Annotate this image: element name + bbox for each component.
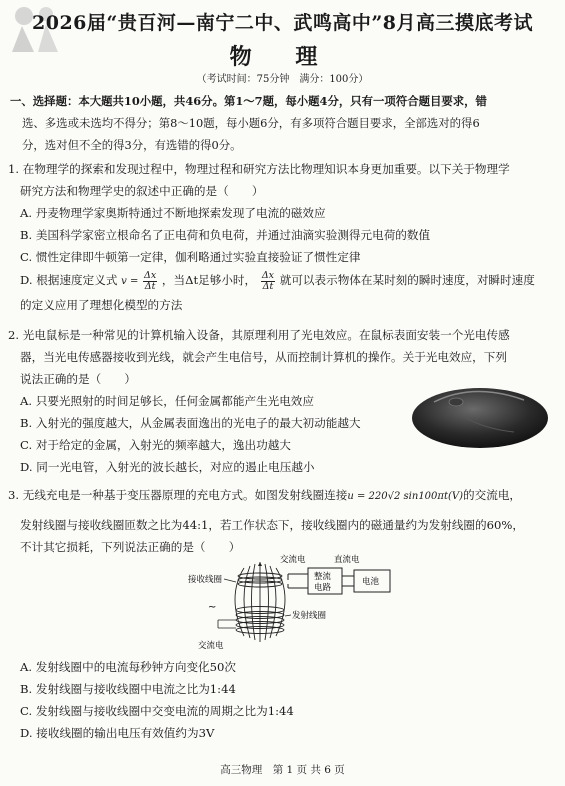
fraction-denominator-2: Δt <box>262 280 274 292</box>
q2-stem-line-2: 器，当光电传感器接收到光线，就会产生电信号，从而控制计算机的操作。关于光电效应，下列 <box>20 350 507 364</box>
voltage-formula: u = 220√2 sin100πt(V) <box>347 491 464 502</box>
q2-option-c: C. 对于给定的金属，入射光的频率越大，逸出功越大 <box>20 438 291 452</box>
question-3-options <box>8 656 556 744</box>
q3-stem-prefix: 3. 无线充电是一种基于变压器原理的充电方式。如图发射线圈连接 <box>8 488 348 502</box>
q3-stem-suffix: 的交流电， <box>463 488 522 502</box>
label-rectifier-1: 整流 <box>314 572 332 582</box>
q3-stem-line-1 <box>8 484 556 508</box>
label-battery: 电池 <box>362 577 380 587</box>
velocity-fraction <box>143 271 157 292</box>
fraction-numerator-2: Δx <box>261 269 275 281</box>
ac-symbol: ~ <box>208 602 217 613</box>
fraction-denominator: Δt <box>144 280 156 292</box>
section-line-1: 一、选择题：本大题共10小题，共46分。第1～7题，每小题4分，只有一项符合题目要求，错 <box>10 94 487 108</box>
fraction-numerator: Δx <box>144 269 157 281</box>
velocity-fraction-2 <box>261 271 275 292</box>
q3-option-d: D. 接收线圈的输出电压有效值约为3V <box>20 726 215 740</box>
q1-option-d-suffix: 就可以表示物体在某时刻的瞬时速度，对瞬时速度 <box>279 273 535 287</box>
question-3 <box>8 484 556 558</box>
q1-option-b: B. 美国科学家密立根命名了正电荷和负电荷，并通过油滴实验测得元电荷的数值 <box>20 228 431 242</box>
q3-option-c: C. 发射线圈与接收线圈中交变电流的周期之比为1:44 <box>20 704 294 718</box>
section-line-2: 选、多选或未选均不得分；第8～10题，每小题6分，有多项符合题目要求，全部选对的得6 <box>22 116 480 130</box>
page-footer: 高三物理 第 1 页 共 6 页 <box>220 764 345 776</box>
q2-option-b: B. 入射光的强度越大，从金属表面逸出的光电子的最大初动能越大 <box>20 416 361 430</box>
q3-option-b: B. 发射线圈与接收线圈中电流之比为1:44 <box>20 682 236 696</box>
label-receive-coil: 接收线圈 <box>188 575 223 585</box>
q1-stem-line-2: 研究方法和物理学史的叙述中正确的是（ ） <box>20 184 264 198</box>
label-rectifier-2: 电路 <box>314 583 332 593</box>
q3-stem-line-2: 发射线圈与接收线圈匝数之比为44:1，若工作状态下，接收线圈内的磁通量约为发射线圈的60%， <box>20 518 524 532</box>
q1-option-a: A. 丹麦物理学家奥斯特通过不断地探索发现了电流的磁效应 <box>20 206 326 220</box>
q2-option-a: A. 只要光照射的时间足够长，任何金属都能产生光电效应 <box>20 394 314 408</box>
q3-stem-line-3: 不计其它损耗，下列说法正确的是（ ） <box>20 540 241 554</box>
q2-stem-line-1: 2. 光电鼠标是一种常见的计算机输入设备，其原理利用了光电效应。在鼠标表面安装一个光电传感 <box>8 328 510 342</box>
q2-option-d: D. 同一光电管，入射光的波长越长，对应的遏止电压越小 <box>20 460 315 474</box>
label-dc: 直流电 <box>334 555 360 565</box>
label-ac-top: 交流电 <box>280 555 306 565</box>
label-transmit-coil: 发射线圈 <box>292 611 327 621</box>
q3-option-a: A. 发射线圈中的电流每秒钟方向变化50次 <box>20 660 236 674</box>
wireless-charging-diagram <box>188 552 398 652</box>
q1-option-d-prefix: D. 根据速度定义式 <box>20 273 118 287</box>
q1-stem-line-1: 1. 在物理学的探索和发现过程中，物理过程和研究方法比物理知识本身更加重要。以下关于物理学 <box>8 162 510 176</box>
q2-stem-line-3: 说法正确的是（ ） <box>20 372 136 386</box>
section-line-3: 分，选对但不全的得3分，有选错的得0分。 <box>22 138 242 152</box>
subject-title: 物 理 <box>229 44 336 70</box>
q1-option-d <box>8 268 556 294</box>
q1-option-c: C. 惯性定律即牛顿第一定律，伽利略通过实验直接验证了惯性定律 <box>20 250 361 264</box>
q1-option-d-middle: ，当Δt足够小时， <box>161 273 257 287</box>
section-instructions <box>10 90 555 156</box>
optical-mouse-image <box>404 372 554 454</box>
question-1 <box>8 158 556 316</box>
q1-option-d-continued: 的定义应用了理想化模型的方法 <box>20 298 183 312</box>
exam-info: （考试时间：75分钟 满分：100分） <box>196 74 369 85</box>
label-ac-bottom: 交流电 <box>198 641 224 651</box>
velocity-symbol: v = <box>121 276 139 287</box>
exam-title: 2026届“贵百河—南宁二中、武鸣高中”8月高三摸底考试 <box>32 12 533 34</box>
